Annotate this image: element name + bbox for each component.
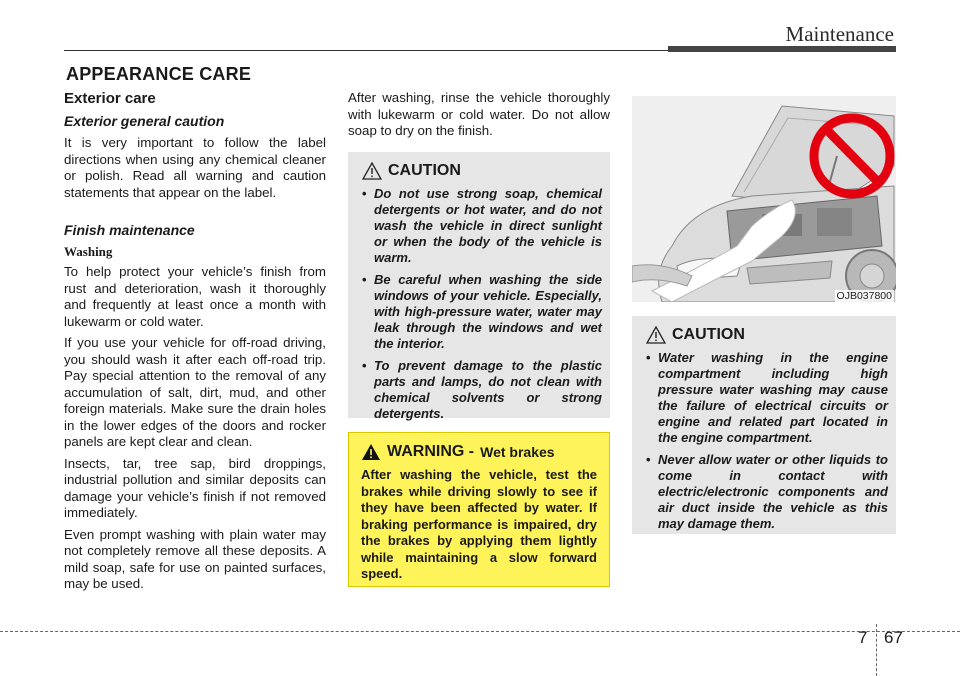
paragraph: If you use your vehicle for off-road driving, you should wash it after each off-road trip. Pay special attention to the removal of any accumulation of salt, dirt, mud, and other foreign materials. Make sure the drain holes in the lower edges of the doors and rocker panels are kept clear and clean. <box>64 335 326 449</box>
page-number: 67 <box>884 628 903 647</box>
subheading-washing: Washing <box>64 244 113 259</box>
caution-list <box>348 186 610 422</box>
running-header-title: Maintenance <box>785 22 894 46</box>
caution-item: • Water washing in the engine compartment including high pressure water washing may cause the failure of electrical circuits or engine and related part located in the engine compartment. <box>646 350 888 445</box>
warning-triangle-icon <box>361 443 381 461</box>
caution-triangle-icon <box>646 326 666 344</box>
caution-list <box>632 350 896 532</box>
chapter-number: 7 <box>858 628 868 647</box>
caution-box-engine <box>632 316 896 534</box>
engine-wash-illustration <box>632 96 896 302</box>
left-column <box>64 90 326 598</box>
warning-body: After washing the vehicle, test the brakes while driving slowly to see if they have been affected by water. If braking performance is impaired, dry the brakes by applying them lightly while maintaining a slow forward speed. <box>361 467 597 581</box>
paragraph: Insects, tar, tree sap, bird droppings, industrial pollution and similar deposits can damage your vehicle’s finish if not removed immediately. <box>64 455 326 520</box>
caution-title: CAUTION <box>672 326 745 343</box>
paragraph: It is very important to follow the label directions when using any chemical cleaner or polish. Read all warning and caution statements that appear on the label. <box>64 135 326 200</box>
header-rule-bar <box>668 46 896 52</box>
warning-subtitle: Wet brakes <box>480 444 555 460</box>
paragraph: To help protect your vehicle’s finish from rust and deterioration, wash it thoroughly and frequently at least once a month with lukewarm or cold water. <box>64 264 326 329</box>
caution-title: CAUTION <box>388 162 461 179</box>
caution-item: • Do not use strong soap, chemical detergents or hot water, and do not wash the vehicle in direct sunlight or when the body of the vehicle is warm. <box>362 186 602 265</box>
subheading-finish-maintenance: Finish maintenance <box>64 222 195 238</box>
caution-item: • To prevent damage to the plastic parts and lamps, do not clean with chemical solvents or strong detergents. <box>362 358 602 421</box>
caution-item: • Be careful when washing the side windows of your vehicle. Especially, with high-pressure water, water may leak through the windows and wet the interior. <box>362 272 602 351</box>
header-rule <box>64 50 674 51</box>
footer-rule <box>0 631 960 632</box>
warning-box-wet-brakes <box>348 432 610 587</box>
figure-code: OJB037800 <box>836 290 892 302</box>
paragraph: Even prompt washing with plain water may not completely remove all these deposits. A mild soap, safe for use on painted surfaces, may be used. <box>64 526 326 591</box>
subheading-general-caution: Exterior general caution <box>64 113 225 129</box>
heading-exterior-care: Exterior care <box>64 90 156 107</box>
caution-triangle-icon <box>362 162 382 180</box>
section-title: APPEARANCE CARE <box>66 64 252 84</box>
caution-item: • Never allow water or other liquids to come in contact with electric/electronic components and air duct inside the vehicle as this may damage them. <box>646 452 888 531</box>
car-hood-open-image <box>632 96 896 302</box>
footer-separator <box>876 624 878 676</box>
caution-box-washing <box>348 152 610 421</box>
warning-title: WARNING - <box>387 443 475 460</box>
middle-column <box>348 90 610 145</box>
paragraph: After washing, rinse the vehicle thoroughly with lukewarm or cold water. Do not allow soap to dry on the finish. <box>348 90 610 138</box>
